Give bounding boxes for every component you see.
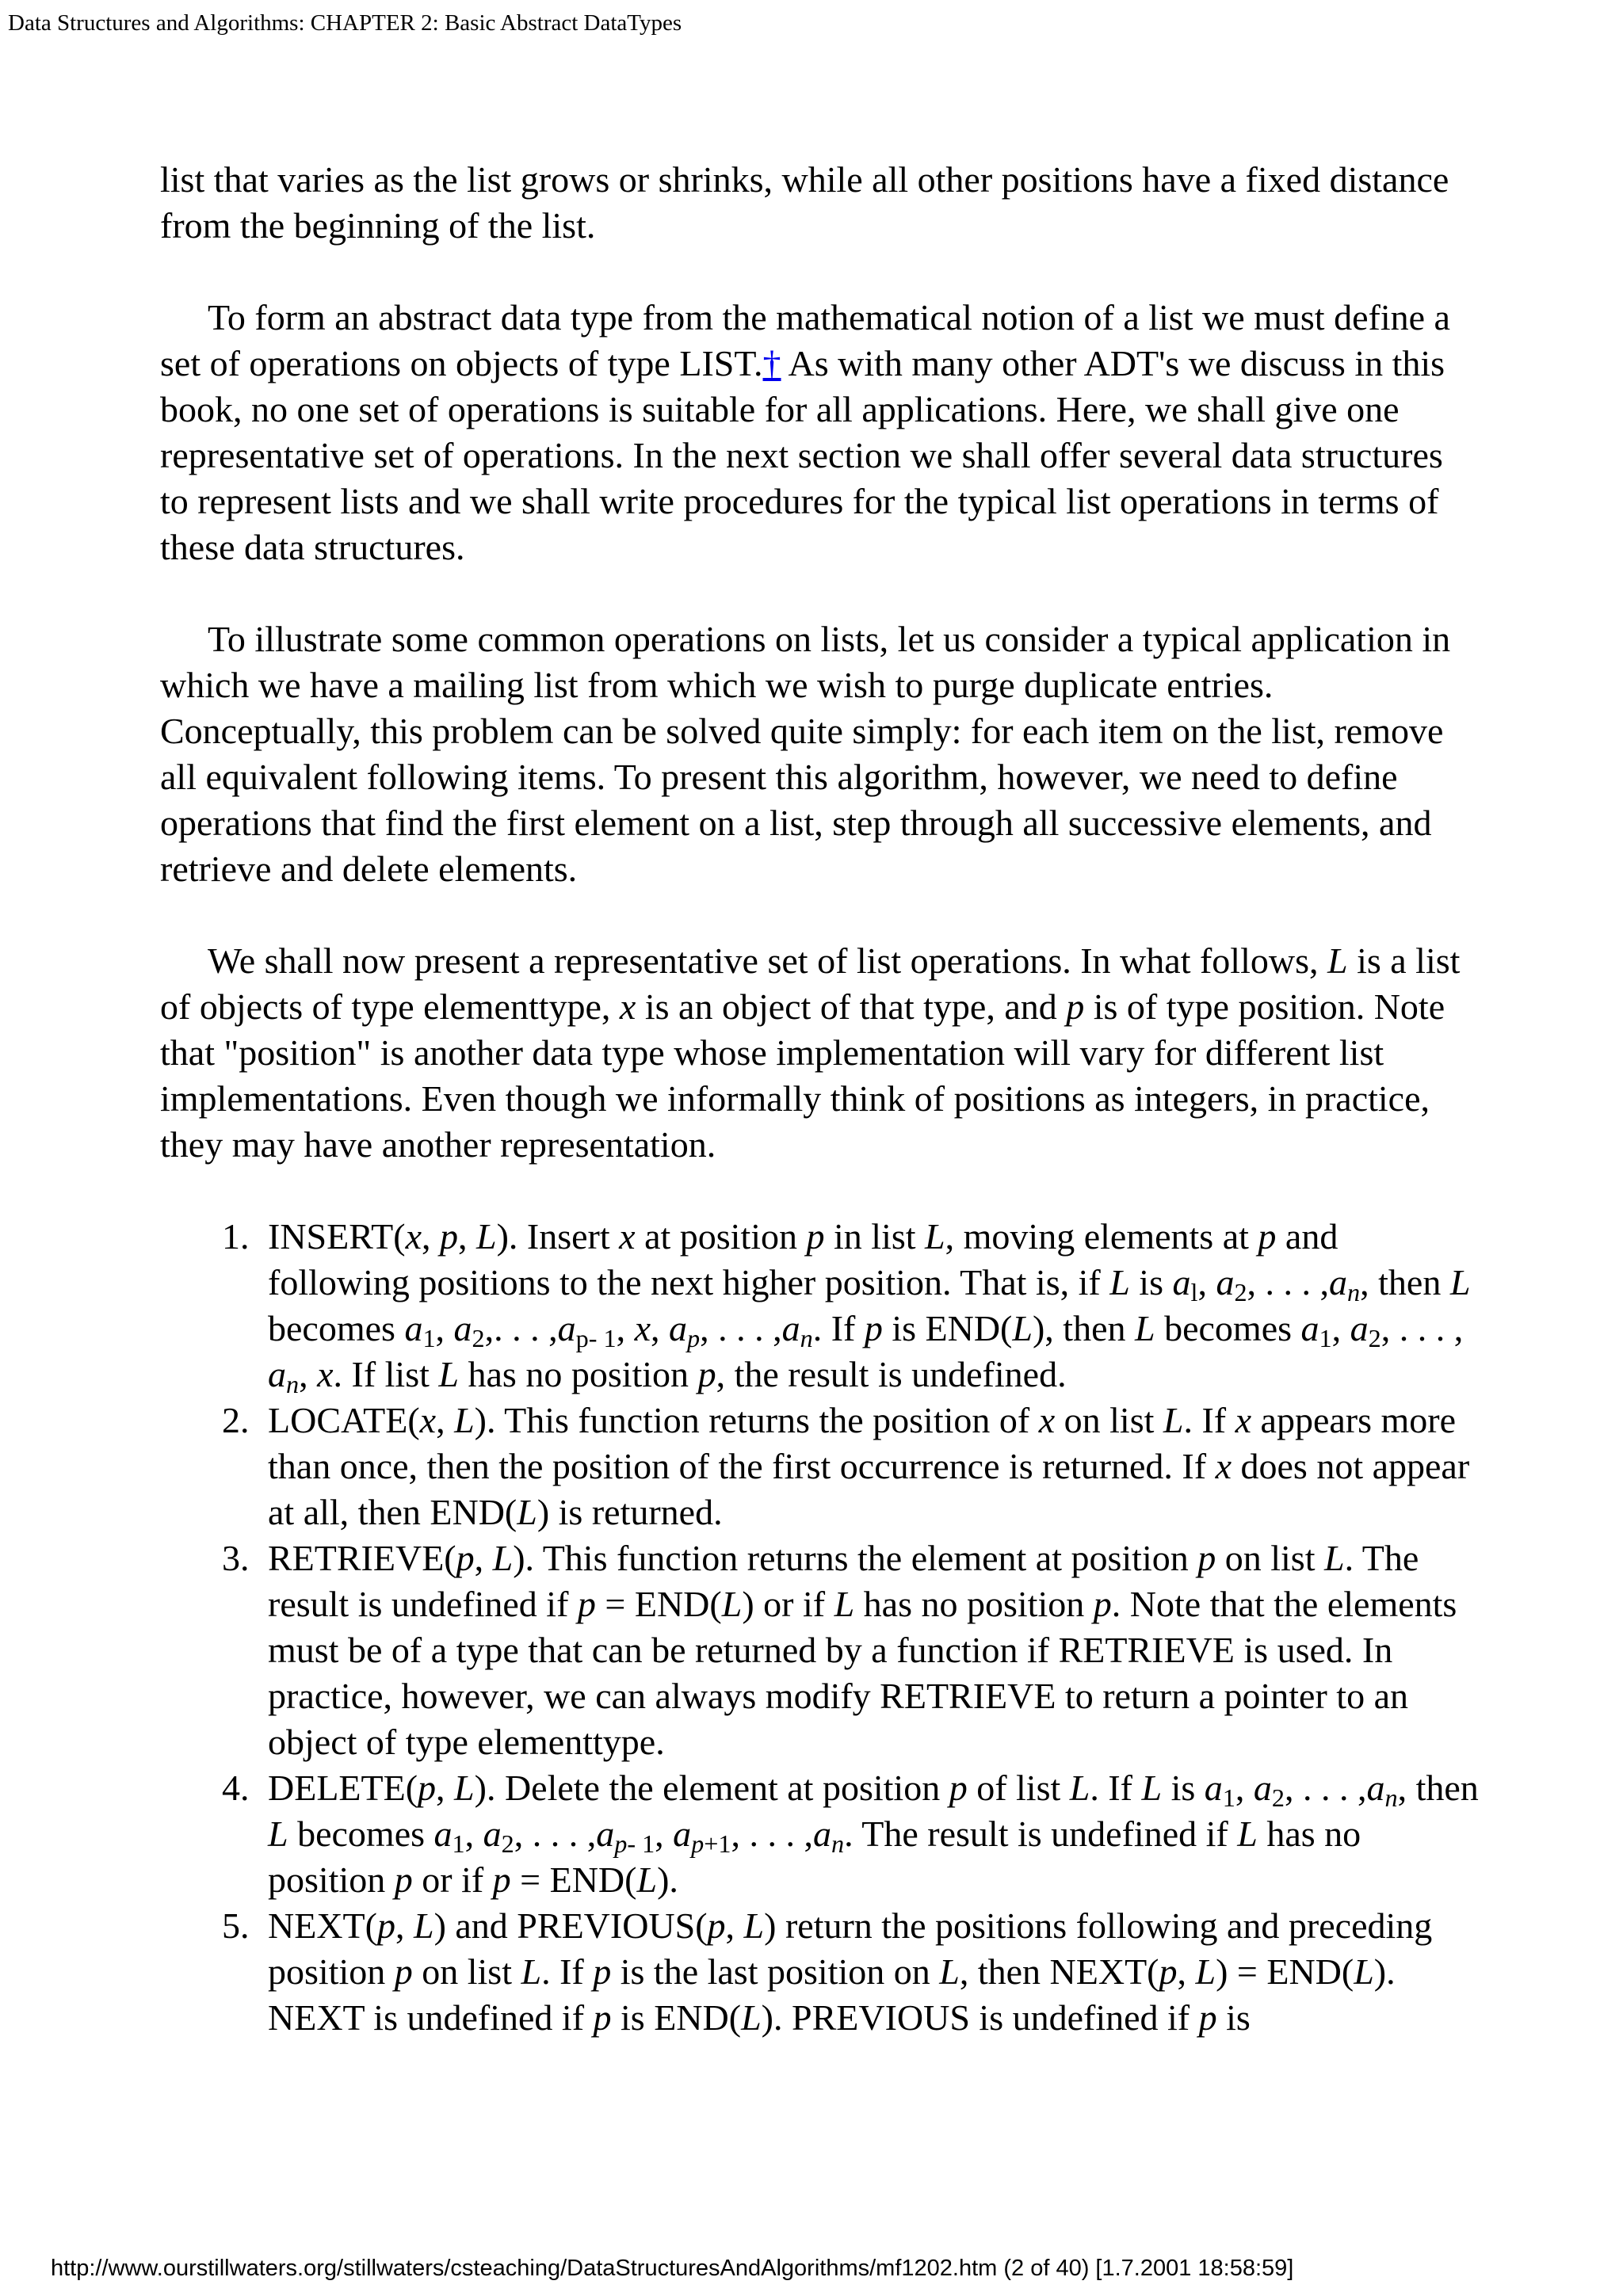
list-number: 1. — [222, 1216, 250, 1257]
var-p: p — [1066, 986, 1085, 1027]
paragraph-mailing-list — [160, 616, 1480, 892]
paragraph-mailing-list-text: To illustrate some common operations on lists, let us consider a typical application in which we have a mailing list from which we wish to purge duplicate entries. Conceptually, this problem can be solved quite simply: for each item on the list, remove all equivalent following items. To present this algorithm, however, we need to define operations that find the first element on a list, step through all successive elements, and retrieve and delete elements. — [160, 619, 1451, 889]
list-number: 3. — [222, 1538, 250, 1578]
text-run: is a list of objects of type elementtype, — [160, 940, 1461, 1027]
operations-list — [160, 1214, 1480, 2041]
list-item-retrieve: 3. RETRIEVE(p, L). This function returns the element at position p on list L. The result is undefined if p = END(L) or if L has no position p. Note that the elements must be of a type that can be returned by a function if RETRIEVE is used. In practice, however, we can always modify RETRIEVE to return a pointer to an object of type elementtype. — [160, 1535, 1480, 1765]
list-item-locate: 2. LOCATE(x, L). This function returns the position of x on list L. If x appears more than once, then the position of the first occurrence is returned. If x does not appear at all, then END(L) is returned. — [160, 1398, 1480, 1535]
paragraph-representative-set — [160, 938, 1480, 1168]
list-number: 4. — [222, 1768, 250, 1808]
page-header-title: Data Structures and Algorithms: CHAPTER 2: Basic Abstract DataTypes — [8, 10, 682, 36]
paragraph-adt-text-a: To form an abstract data type from the mathematical notion of a list we must define a set of operations on objects of type LIST. — [160, 297, 1450, 383]
paragraph-adt-text-b: As with many other ADT's we discuss in this book, no one set of operations is suitable for all applications. Here, we shall give one representative set of operations. In the next section we shall offer several data structures to represent lists and we shall write procedures for the typical list operations in terms of these data structures. — [160, 343, 1445, 567]
paragraph-adt-operations — [160, 295, 1480, 570]
text-run: is an object of that type, and — [636, 986, 1067, 1027]
var-L: L — [1327, 940, 1348, 981]
document-body — [160, 157, 1480, 2041]
var-x: x — [619, 986, 636, 1027]
text-run: is of type position. Note that "position" is another data type whose implementation will vary for different list implementations. Even though we informally think of positions as integers, in practice, they may have another representation. — [160, 986, 1445, 1165]
footnote-link[interactable]: † — [762, 343, 781, 383]
text-run: We shall now present a representative set of list operations. In what follows, — [208, 940, 1327, 981]
list-number: 5. — [222, 1905, 250, 1946]
list-item-delete: 4. DELETE(p, L). Delete the element at position p of list L. If L is $a_1$, $a_2$, . . . $,a_n$, then L becomes $a_1$, $a_2$, . . . $,a_{p- 1}$, $a_{p+1}$, . . . $,a_n$. The result is undefined if L has no position p or if p = END(L). — [160, 1765, 1480, 1903]
page-footer-url: http://www.ourstillwaters.org/stillwaters/csteaching/DataStructuresAndAlgorithms/mf1202.htm (2 of 40) [1.7.2001 18:58:59] — [51, 2256, 1294, 2281]
list-number: 2. — [222, 1400, 250, 1440]
paragraph-continuation: list that varies as the list grows or shrinks, while all other positions have a fixed distance from the beginning of the list. — [160, 159, 1449, 246]
list-item-next-previous: 5. NEXT(p, L) and PREVIOUS(p, L) return the positions following and preceding position p on list L. If p is the last position on L, then NEXT(p, L) = END(L). NEXT is undefined if p is END(L). PREVIOUS is undefined if p is — [160, 1903, 1480, 2041]
list-item-insert: 1. INSERT(x, p, L). Insert x at position p in list L, moving elements at p and following positions to the next higher position. That is, if L is $a_l$, $a_2$, . . . $,a_n$, then L becomes $a_1$, $a_2$,. . . $,a_{p- 1}$, x, $a_p$, . . . $,a_n$. If p is END(L), then L becomes $a_1$, $a_2$, . . . , $a_n$, x. If list L has no position p, the result is undefined. — [160, 1214, 1480, 1398]
